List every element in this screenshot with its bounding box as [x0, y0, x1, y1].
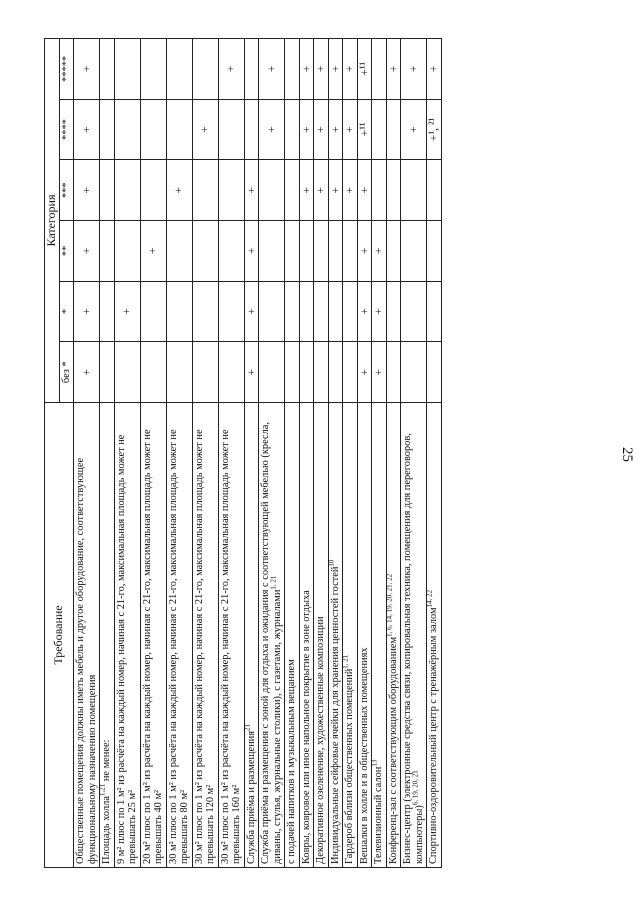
category-label: *: [59, 281, 74, 342]
category-mark: [314, 342, 329, 403]
table-row: [314, 39, 329, 868]
category-mark: [372, 39, 387, 100]
requirement-cell: [372, 403, 387, 868]
category-mark: [100, 221, 115, 282]
category-mark: [218, 221, 244, 282]
category-mark: +: [343, 160, 358, 221]
category-mark: +: [328, 99, 343, 160]
requirement-text: Индивидуальные сейфовые ячейки для хранения ценностей гостей: [329, 566, 341, 864]
requirements-table-container: [44, 38, 584, 868]
category-mark: [192, 160, 218, 221]
table-row: [285, 39, 300, 868]
requirement-text: Телевизионный салон: [373, 766, 384, 864]
category-mark: [427, 160, 442, 221]
table-row: [100, 39, 115, 868]
category-mark: [372, 160, 387, 221]
category-mark: +: [343, 39, 358, 100]
category-header: Категория: [45, 39, 60, 403]
category-label: без *: [59, 342, 74, 403]
table-row: [386, 39, 401, 868]
category-mark: +: [299, 160, 314, 221]
footnote-ref: 6, 19, 20, 21: [411, 770, 420, 806]
category-mark: +: [244, 281, 259, 342]
category-mark: +¹¹: [357, 39, 372, 100]
requirement-cell: [343, 403, 358, 868]
requirement-text: Служба приёма и размещения с зоной для отдыха и ожидания с соответствующей мебелью (кресла, диваны, стулья, журнальные столики), с газетами, журналами: [260, 421, 283, 864]
table-row: [372, 39, 387, 868]
category-mark: +: [74, 221, 100, 282]
category-mark: +: [192, 99, 218, 160]
requirement-text: 9 м² плюс по 1 м² из расчёта на каждый номер, начиная с 21-го, максимальная площадь может не превышать 25 м²: [115, 434, 138, 864]
requirement-text: Конференц-зал с соответствующим оборудованием: [387, 636, 399, 864]
category-mark: [192, 281, 218, 342]
category-mark: +: [357, 221, 372, 282]
category-mark: [386, 160, 401, 221]
category-mark: +: [218, 39, 244, 100]
requirement-text: Площадь холла: [101, 796, 112, 864]
requirement-text: Общественные помещения должны иметь мебель и другое оборудование, соответствующее функциональному назначению помещения: [75, 457, 98, 864]
category-mark: [259, 221, 285, 282]
category-mark: [114, 160, 140, 221]
page-number: 25: [619, 447, 635, 462]
category-mark: [140, 160, 166, 221]
category-mark: [427, 281, 442, 342]
category-mark: [166, 99, 192, 160]
category-mark: [285, 281, 300, 342]
category-mark: +: [427, 39, 442, 100]
category-mark: +: [166, 160, 192, 221]
category-mark: +: [314, 160, 329, 221]
category-mark: [285, 160, 300, 221]
requirement-cell: [401, 403, 427, 868]
category-mark: [285, 221, 300, 282]
category-mark: [343, 221, 358, 282]
footnote-ref: 1, 21: [341, 654, 350, 669]
category-mark: [114, 39, 140, 100]
requirement-header: Требование: [45, 403, 74, 868]
category-mark: +: [357, 160, 372, 221]
category-mark: [386, 221, 401, 282]
table-row: [114, 39, 140, 868]
category-mark: [314, 221, 329, 282]
category-label: ****: [59, 99, 74, 160]
category-label: ***: [59, 160, 74, 221]
category-mark: +: [372, 281, 387, 342]
category-mark: [218, 160, 244, 221]
category-mark: +: [343, 99, 358, 160]
category-mark: +: [357, 281, 372, 342]
category-label: *****: [59, 39, 74, 100]
requirement-text: Гардероб вблизи общественных помещений: [344, 668, 355, 864]
category-mark: +: [74, 281, 100, 342]
category-mark: +: [328, 39, 343, 100]
category-mark: [166, 281, 192, 342]
category-mark: +: [401, 39, 427, 100]
table-row: [140, 39, 166, 868]
category-mark: +: [372, 342, 387, 403]
category-mark: [285, 39, 300, 100]
category-mark: +: [401, 99, 427, 160]
category-mark: [100, 160, 115, 221]
requirement-cell: [285, 403, 300, 868]
requirement-cell: [166, 403, 192, 868]
table-row: [192, 39, 218, 868]
category-mark: +: [74, 99, 100, 160]
table-row: [357, 39, 372, 868]
category-mark: [100, 342, 115, 403]
category-mark: +: [299, 39, 314, 100]
footnote-ref: 21: [243, 724, 252, 732]
category-mark: [299, 281, 314, 342]
category-mark: [218, 99, 244, 160]
category-mark: [343, 342, 358, 403]
category-mark: +: [244, 342, 259, 403]
category-mark: [299, 342, 314, 403]
table-header-row: [45, 39, 60, 868]
category-mark: [100, 39, 115, 100]
category-mark: +: [386, 39, 401, 100]
category-mark: +: [114, 281, 140, 342]
category-mark: [140, 39, 166, 100]
requirement-cell: [244, 403, 259, 868]
requirement-text: Бизнес-центр (электронные средства связи, копировальная техника, помещения для переговоров, компьютеры): [402, 433, 425, 864]
category-mark: [299, 221, 314, 282]
category-mark: [328, 342, 343, 403]
requirement-cell: [218, 403, 244, 868]
category-mark: [427, 221, 442, 282]
table-row: [166, 39, 192, 868]
requirement-cell: [357, 403, 372, 868]
category-mark: [218, 342, 244, 403]
requirement-text: Декоративное озеленение, художественные композиции: [315, 616, 326, 864]
category-mark: [328, 281, 343, 342]
requirement-cell: [74, 403, 100, 868]
table-row: [259, 39, 285, 868]
table-row: [299, 39, 314, 868]
category-mark: +: [314, 99, 329, 160]
footnote-ref: 1, 21: [269, 575, 278, 590]
category-mark: [244, 99, 259, 160]
requirement-text: 30 м² плюс по 1 м² из расчёта на каждый номер, начиная с 21-го, максимальная площадь может не превышать 160 м²: [219, 429, 242, 864]
requirement-cell: [100, 403, 115, 868]
category-label: **: [59, 221, 74, 282]
category-mark: +: [140, 221, 166, 282]
footnote-ref: 10: [327, 559, 336, 567]
category-mark: [218, 281, 244, 342]
category-mark: +: [244, 221, 259, 282]
requirement-cell: [314, 403, 329, 868]
category-mark: [100, 281, 115, 342]
table-row: [244, 39, 259, 868]
requirement-cell: [114, 403, 140, 868]
category-mark: [166, 342, 192, 403]
category-mark: +: [259, 99, 285, 160]
category-mark: [166, 221, 192, 282]
requirement-text: Служба приёма и размещения: [245, 731, 257, 864]
requirement-cell: [299, 403, 314, 868]
footnote-ref: 1,21: [98, 783, 107, 797]
category-mark: [166, 39, 192, 100]
table-row: [74, 39, 100, 868]
category-mark: [259, 160, 285, 221]
category-mark: +: [299, 99, 314, 160]
footnote-ref: 13: [370, 759, 379, 767]
table-row: [401, 39, 427, 868]
requirement-cell: [140, 403, 166, 868]
requirement-text: 30 м² плюс по 1 м² из расчёта на каждый номер, начиная с 21-го, максимальная площадь может не превышать 80 м²: [167, 429, 190, 864]
category-mark: [259, 281, 285, 342]
category-mark: +: [244, 160, 259, 221]
category-mark: [386, 99, 401, 160]
category-mark: [100, 99, 115, 160]
table-row: [328, 39, 343, 868]
category-mark: [285, 99, 300, 160]
category-mark: +: [74, 342, 100, 403]
category-mark: +¹¹: [357, 99, 372, 160]
category-mark: +: [328, 160, 343, 221]
category-mark: +: [259, 39, 285, 100]
category-mark: [114, 342, 140, 403]
category-mark: [314, 281, 329, 342]
table-row: [427, 39, 442, 868]
requirement-text: 30 м² плюс по 1 м² из расчёта на каждый номер, начиная с 21-го, максимальная площадь может не превышать 120 м²: [193, 429, 216, 864]
requirement-cell: [259, 403, 285, 868]
footnote-ref: 14, 22: [425, 589, 434, 608]
category-mark: +: [74, 160, 100, 221]
footnote-ref: 1, 6, 14, 19, 20, 21, 22: [385, 573, 394, 637]
requirement-text: с подачей напитков и музыкальным вещанием: [286, 659, 297, 864]
category-mark: [192, 39, 218, 100]
table-row: [343, 39, 358, 868]
category-mark: [427, 342, 442, 403]
category-mark: [114, 221, 140, 282]
table-row: [218, 39, 244, 868]
requirements-table: [44, 38, 442, 868]
category-mark: [386, 342, 401, 403]
category-mark: [192, 342, 218, 403]
category-mark: +: [372, 221, 387, 282]
category-mark: [259, 342, 285, 403]
category-mark: [401, 281, 427, 342]
category-mark: [343, 281, 358, 342]
category-mark: +: [74, 39, 100, 100]
category-mark: +: [357, 342, 372, 403]
category-mark: +¹, ²¹: [427, 99, 442, 160]
category-mark: [140, 99, 166, 160]
category-mark: [140, 281, 166, 342]
requirement-cell: [386, 403, 401, 868]
requirement-cell: [328, 403, 343, 868]
requirement-cell: [192, 403, 218, 868]
category-mark: [401, 342, 427, 403]
category-mark: [386, 281, 401, 342]
category-mark: [192, 221, 218, 282]
requirement-text: Ковры, ковровое или иное напольное покрытие в зоне отдыха: [300, 590, 312, 864]
requirement-text: 20 м² плюс по 1 м² из расчёта на каждый номер, начиная с 21-го, максимальная площадь может не превышать 40 м²: [141, 429, 164, 864]
requirement-text: Спортивно-оздоровительный центр с тренажёрным залом: [428, 607, 439, 864]
category-mark: [244, 39, 259, 100]
category-mark: [372, 99, 387, 160]
requirement-text: Вешалки в холле и в общественных помещениях: [358, 647, 370, 864]
category-mark: +: [314, 39, 329, 100]
category-mark: [328, 221, 343, 282]
table-body: [74, 39, 442, 868]
requirement-cell: [427, 403, 442, 868]
category-mark: [401, 160, 427, 221]
requirement-suffix: не менее:: [101, 739, 112, 784]
category-mark: [285, 342, 300, 403]
category-mark: [114, 99, 140, 160]
category-mark: [140, 342, 166, 403]
category-mark: [401, 221, 427, 282]
